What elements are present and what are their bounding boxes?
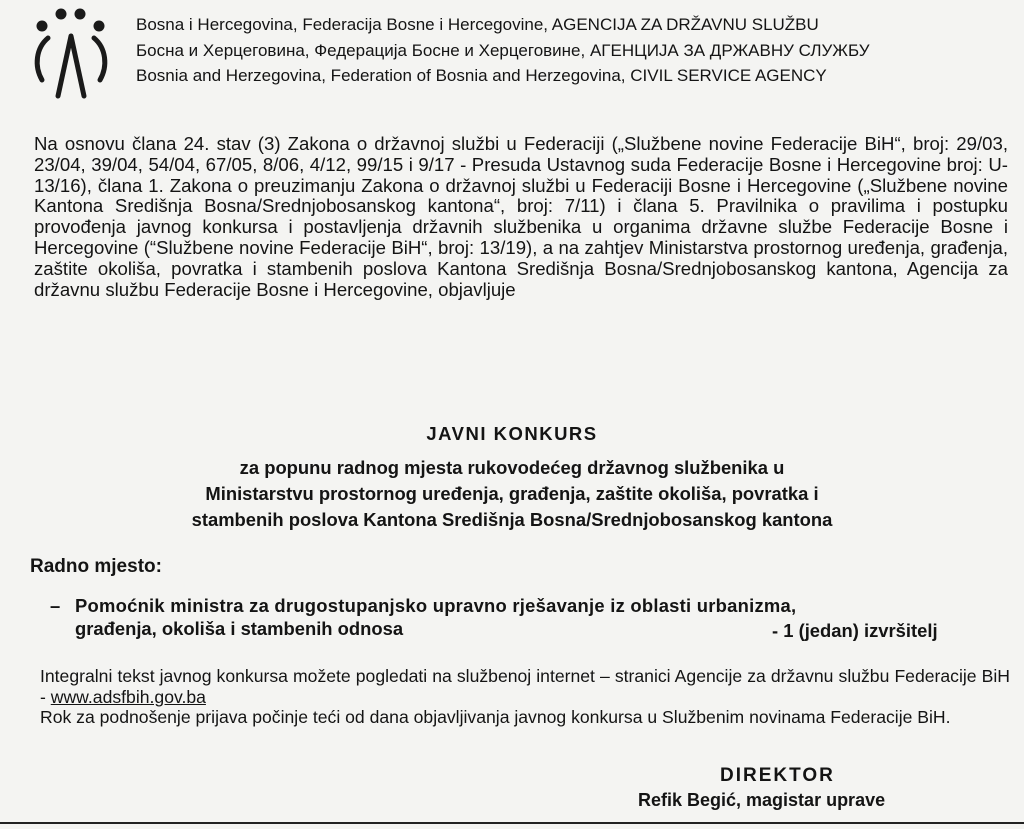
intro-paragraph: Na osnovu člana 24. stav (3) Zakona o državnoj službi u Federaciji („Službene novine Federacije BiH“, broj: 29/03, 23/04, 39/04, 54/04, 67/05, 8/06, 4/12, 99/15 i 9/17 - Presuda Ustavnog suda Federacije Bosne i Hercegovine broj: U-13/16), člana 1. Zakona o preuzimanju Zakona o državnoj službi u Federaciji Bosne i Hercegovine („Službene novine Kantona Središnja Bosna/Srednjobosanskog kantona“, broj: 7/11) i člana 5. Pravilnika o pravilima i postupku provođenja javnog konkursa i postavljenja državnih službenika u organima državne službe Federacije Bosne i Hercegovine (“Službene novine Federacije BiH“, broj: 13/19), a na zahtjev Ministarstva prostornog uređenja, građenja, zaštite okoliša, povratka i stambenih poslova Kantona Središnja Bosna/Srednjobosanskog kantona, Agencija za državnu službu Federacije Bosne i Hercegovine, objavljuje bbox=[34, 133, 1008, 300]
announcement-subtitle bbox=[0, 455, 1024, 533]
position-title-line1: Pomoćnik ministra za drugostupanjsko upravno rješavanje iz oblasti urbanizma, bbox=[75, 595, 797, 616]
position-heading: Radno mjesto: bbox=[30, 556, 162, 577]
agency-website-link[interactable]: www.adsfbih.gov.ba bbox=[50, 686, 206, 707]
deadline-notice: Rok za podnošenje prijava počinje teći od dana objavljivanja javnog konkursa u Službenim novinama Federacije BiH. bbox=[40, 707, 951, 727]
subtitle-line: za popunu radnog mjesta rukovodećeg državnog službenika u bbox=[239, 457, 785, 478]
subtitle-line: Ministarstvu prostornog uređenja, građenja, zaštite okoliša, povratka i bbox=[205, 483, 819, 504]
closing-paragraph bbox=[40, 666, 1010, 728]
position-count: - 1 (jedan) izvršitelj bbox=[772, 620, 938, 641]
announcement-title: JAVNI KONKURS bbox=[426, 423, 598, 444]
position-title-line2: građenja, okoliša i stambenih odnosa bbox=[75, 618, 404, 639]
agency-name-cyrillic: Босна и Херцеговина, Федерација Босне и Херцеговине, АГЕНЦИЈА ЗА ДРЖАВНУ СЛУЖБУ bbox=[136, 40, 870, 60]
list-dash: – bbox=[50, 595, 61, 616]
full-text-notice: Integralni tekst javnog konkursa možete pogledati na službenoj internet – stranici Agencije za državnu službu Federacije BiH - bbox=[40, 666, 1010, 707]
agency-name-english: Bosnia and Herzegovina, Federation of Bosnia and Herzegovina, CIVIL SERVICE AGENCY bbox=[136, 66, 827, 85]
agency-logo-icon bbox=[28, 8, 118, 100]
agency-name-latin: Bosna i Hercegovina, Federacija Bosne i Hercegovine, AGENCIJA ZA DRŽAVNU SLUŽBU bbox=[136, 15, 819, 34]
signature-role: DIREKTOR bbox=[720, 765, 835, 786]
subtitle-line: stambenih poslova Kantona Središnja Bosna/Srednjobosanskog kantona bbox=[191, 509, 833, 530]
bottom-border bbox=[0, 822, 1024, 824]
agency-header bbox=[136, 12, 1016, 89]
signature-name: Refik Begić, magistar uprave bbox=[638, 790, 886, 810]
